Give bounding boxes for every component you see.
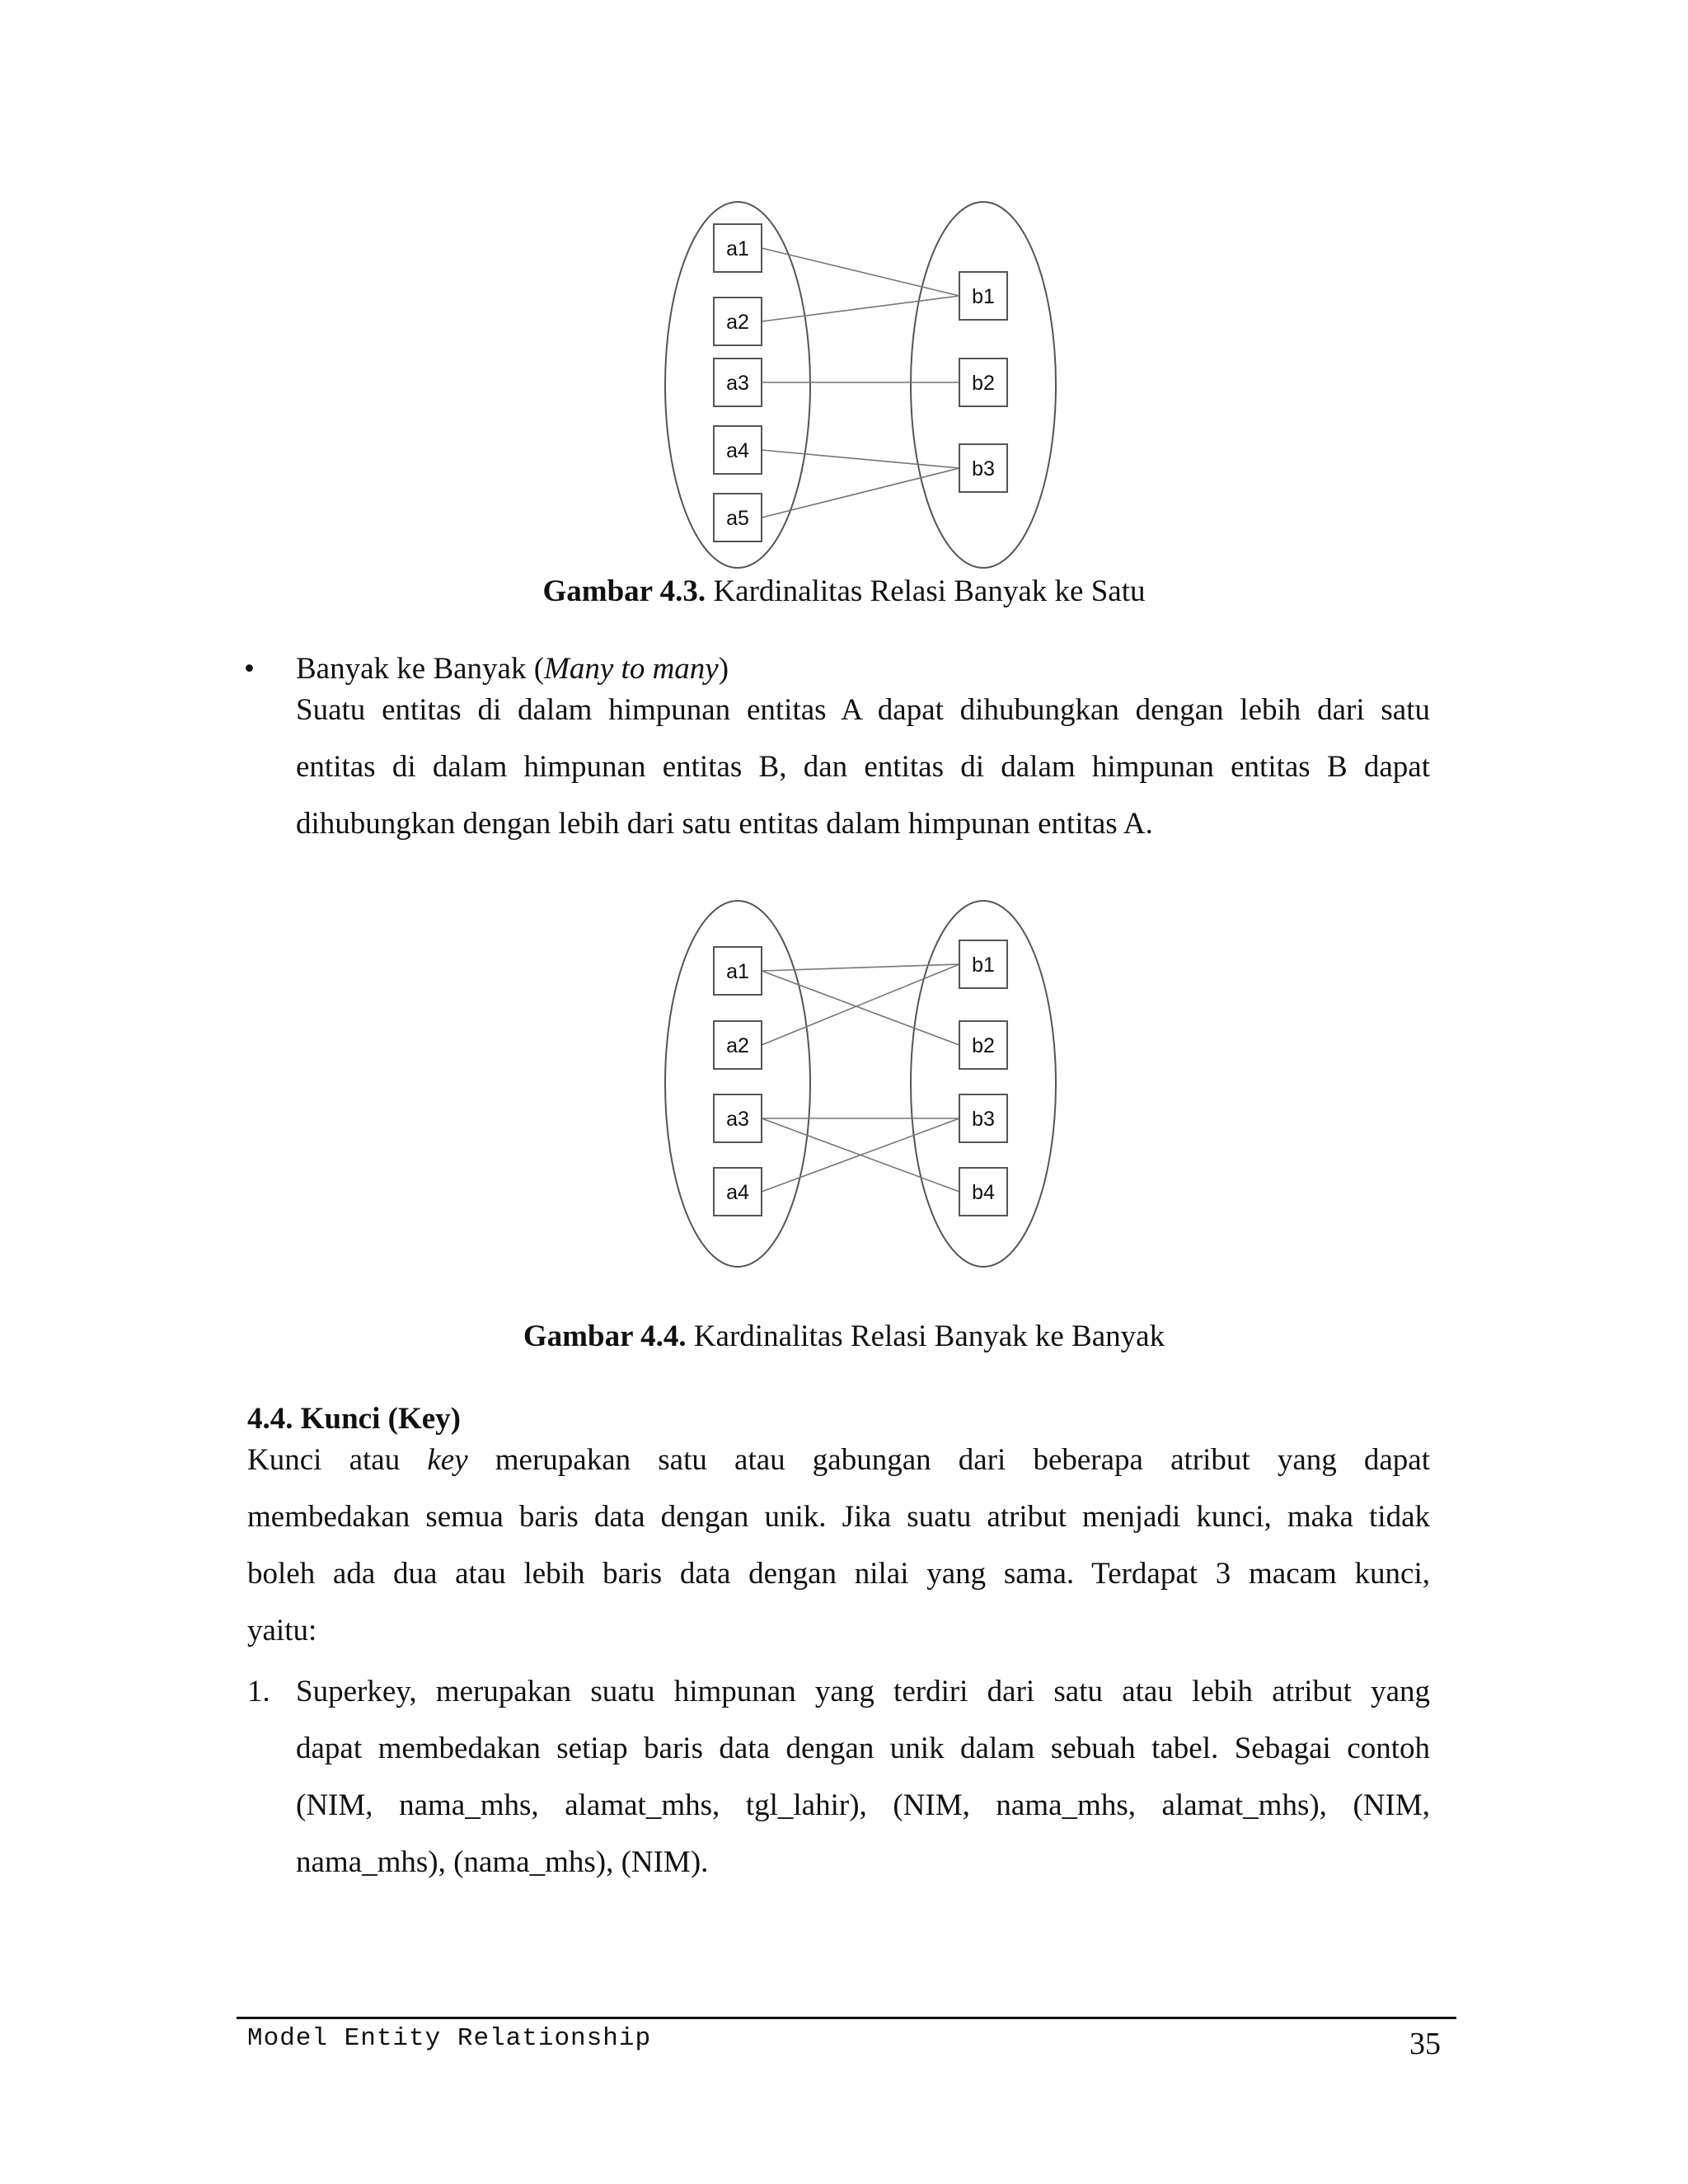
paragraph-line: membedakan semua baris data dengan unik. Jika suatu atribut menjadi kunci, maka tidak: [247, 1500, 1430, 1534]
fig1-entity-label-b2: b2: [972, 372, 995, 395]
paragraph-line: boleh ada dua atau lebih baris data dengan nilai yang sama. Terdapat 3 macam kunci,: [247, 1557, 1430, 1591]
paragraph-line: (NIM, nama_mhs, alamat_mhs, tgl_lahir), (NIM, nama_mhs, alamat_mhs), (NIM,: [296, 1788, 1430, 1822]
fig1-entity-label-b1: b1: [972, 285, 995, 308]
page-number: 35: [1409, 2027, 1441, 2061]
paragraph-line: dapat membedakan setiap baris data dengan unik dalam sebuah tabel. Sebagai contoh: [296, 1732, 1430, 1765]
fig2-entity-label-b1: b1: [972, 954, 995, 977]
caption-label: Gambar 4.4.: [523, 1319, 687, 1353]
caption-text: Kardinalitas Relasi Banyak ke Banyak: [686, 1319, 1165, 1353]
paragraph-line: entitas di dalam himpunan entitas B, dan entitas di dalam himpunan entitas B dapat: [296, 750, 1430, 784]
caption-label: Gambar 4.3.: [542, 574, 706, 608]
fig2-entity-label-b2: b2: [972, 1034, 995, 1057]
caption-text: Kardinalitas Relasi Banyak ke Satu: [706, 574, 1146, 608]
bullet-marker: •: [244, 652, 255, 686]
text-run: Kunci atau: [247, 1443, 428, 1477]
paragraph-line: [247, 1442, 1430, 1479]
fig2-entity-label-b3: b3: [972, 1108, 995, 1131]
fig2-entity-label-a3: a3: [726, 1108, 749, 1131]
text-run: merupakan satu atau gabungan dari beberapa atribut yang dapat: [467, 1443, 1431, 1477]
list-item-superkey: [296, 1674, 1430, 1881]
paragraph-line: nama_mhs), (nama_mhs), (NIM).: [296, 1845, 709, 1879]
fig1-entity-label-a5: a5: [726, 507, 749, 530]
fig2-entity-label-a2: a2: [726, 1034, 749, 1057]
footer-rule: [237, 2017, 1456, 2019]
fig1-entity-label-a3: a3: [726, 372, 749, 395]
paragraph-line: Superkey, merupakan suatu himpunan yang terdiri dari satu atau lebih atribut yang: [296, 1675, 1430, 1708]
section-heading: 4.4. Kunci (Key): [247, 1402, 461, 1436]
bullet-title-suffix: ): [718, 652, 729, 686]
bullet-title-italic: Many to many: [544, 652, 719, 686]
fig1-entity-label-a4: a4: [726, 439, 749, 462]
paragraph-line: dihubungkan dengan lebih dari satu entitas dalam himpunan entitas A.: [296, 807, 1153, 841]
key-paragraph: [247, 1442, 1430, 1649]
fig1-entity-label-b3: b3: [972, 457, 995, 480]
fig2-entity-label-a4: a4: [726, 1181, 749, 1204]
fig2-entity-label-b4: b4: [972, 1181, 995, 1204]
fig2-link-a1-b1: [762, 964, 959, 971]
figure-caption-4-4: [0, 1319, 1688, 1355]
paragraph-line: yaitu:: [247, 1614, 317, 1647]
fig1-entity-label-a2: a2: [726, 311, 749, 334]
footer-title: Model Entity Relationship: [247, 2024, 652, 2053]
fig2-link-a2-b1: [762, 964, 959, 1045]
fig2-entity-label-a1: a1: [726, 960, 749, 983]
text-run-italic: key: [427, 1443, 468, 1477]
paragraph-line: Suatu entitas di dalam himpunan entitas A dapat dihubungkan dengan lebih dari satu: [296, 693, 1430, 727]
fig2-link-a1-b2: [762, 971, 959, 1045]
list-item-number: 1.: [247, 1675, 270, 1708]
bullet-title-prefix: Banyak ke Banyak (: [296, 652, 545, 686]
fig1-entity-label-a1: a1: [726, 237, 749, 260]
